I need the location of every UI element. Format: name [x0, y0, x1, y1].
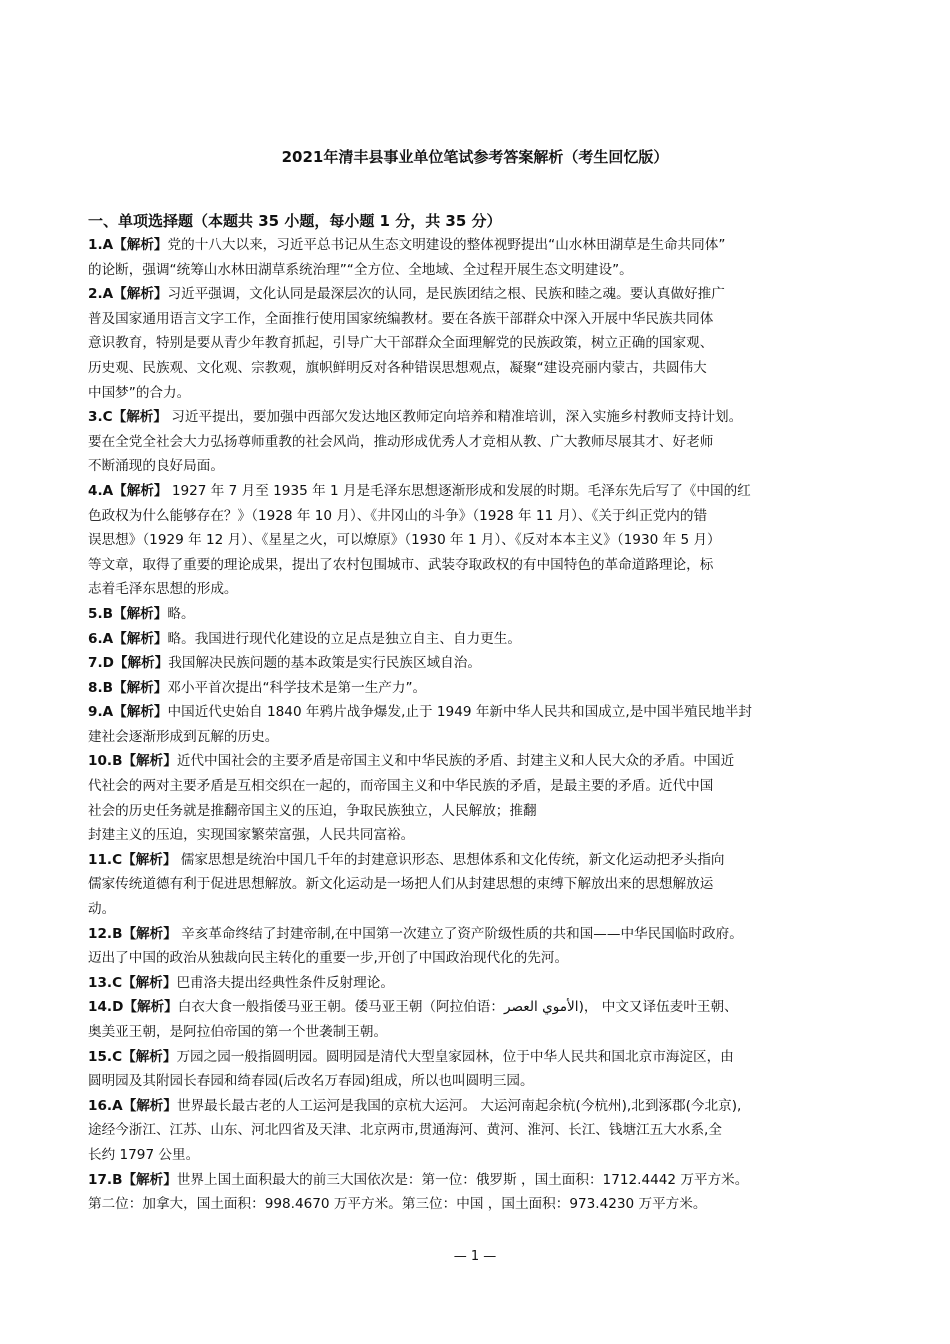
- answer-line: [88, 282, 866, 307]
- answer-line: [88, 823, 866, 848]
- analysis-tag: 【解析】: [123, 999, 178, 1016]
- answer-text: 略。我国进行现代化建设的立足点是独立自主、自力更生。: [167, 630, 521, 647]
- answer-text: 儒家传统道德有利于促进思想解放。新文化运动是一场把人们从封建思想的束缚下解放出来的思想解放运: [88, 876, 714, 893]
- answer-text: 封建主义的压迫，实现国家繁荣富强，人民共同富裕。: [88, 827, 415, 844]
- answer-text: 社会的历史任务就是推翻帝国主义的压迫，争取民族独立，人民解放；推翻: [88, 802, 537, 819]
- answer-text: 志着毛泽东思想的形成。: [88, 581, 238, 598]
- answer-number: 7.D: [88, 655, 114, 672]
- analysis-tag: 【解析】: [122, 1097, 177, 1114]
- answer-item: [88, 995, 866, 1044]
- answer-text: 等文章，取得了重要的理论成果，提出了农村包围城市、武装夺取政权的有中国特色的革命道路理论，标: [88, 556, 714, 573]
- analysis-tag: 【解析】: [122, 925, 177, 942]
- analysis-tag: 【解析】: [122, 753, 177, 770]
- answer-number: 1.A: [88, 237, 114, 253]
- answer-number: 3.C: [88, 409, 113, 426]
- answer-text: 误思想》（1929 年 12 月）、《星星之火，可以燎原》（1930 年 1 月）、《反对本本主义》（1930 年 5 月）: [88, 532, 721, 549]
- answer-line: [88, 1094, 866, 1119]
- answer-line: [88, 872, 866, 897]
- analysis-tag: 【解析】: [112, 605, 168, 622]
- answer-line: [88, 479, 866, 504]
- answer-line: [88, 799, 866, 824]
- analysis-tag: 【解析】: [122, 851, 177, 868]
- answer-text: 邓小平首次提出“科学技术是第一生产力”。: [167, 679, 427, 696]
- answer-text: 习近平强调，文化认同是最深层次的认同，是民族团结之根、民族和睦之魂。要认真做好推广: [167, 286, 725, 303]
- answer-line: [88, 651, 866, 676]
- answer-line: [88, 454, 866, 479]
- analysis-tag: 【解析】: [113, 655, 169, 672]
- answer-item: [88, 1094, 866, 1168]
- answer-text: 中国近代史始自 1840 年鸦片战争爆发,止于 1949 年新中华人民共和国成立,是中国半殖民地半封: [167, 704, 753, 721]
- answer-text: 代社会的两对主要矛盾是互相交织在一起的，而帝国主义和中华民族的矛盾，是最主要的矛盾。近代中国: [88, 778, 714, 795]
- answer-number: 14.D: [88, 999, 124, 1016]
- answer-line: [88, 381, 866, 406]
- analysis-tag: 【解析】: [113, 237, 168, 253]
- answer-text: 万园之园一般指圆明园。圆明园是清代大型皇家园林，位于中华人民共和国北京市海淀区，由: [176, 1048, 734, 1065]
- answer-line: [88, 1143, 866, 1168]
- answer-line: [88, 331, 866, 356]
- answer-line: [88, 602, 866, 627]
- answer-item: [88, 282, 866, 405]
- answer-line: [88, 676, 866, 701]
- answer-number: 17.B: [88, 1171, 123, 1188]
- answer-item: [88, 651, 866, 676]
- answer-item: [88, 602, 866, 627]
- answer-text: 的论断，强调“统筹山水林田湖草系统治理”“全方位、全地域、全过程开展生态文明建设”。: [88, 261, 633, 278]
- answer-item: [88, 627, 866, 652]
- answer-item: [88, 971, 866, 996]
- answer-text: 普及国家通用语言文字工作，全面推行使用国家统编教材。要在各族干部群众中深入开展中华民族共同体: [88, 310, 714, 327]
- analysis-tag: 【解析】: [112, 679, 168, 696]
- answer-text: 圆明园及其附园长春园和绮春园(后改名万春园)组成，所以也叫圆明三园。: [88, 1073, 534, 1090]
- answer-line: [88, 1118, 866, 1143]
- answer-line: [88, 356, 866, 381]
- answer-text: 巴甫洛夫提出经典性条件反射理论。: [176, 974, 394, 991]
- answer-text: 意识教育，特别是要从青少年教育抓起，引导广大干部群众全面理解党的民族政策，树立正确的国家观、: [88, 335, 714, 352]
- answer-number: 6.A: [88, 630, 114, 647]
- answer-line: [88, 528, 866, 553]
- answer-line: [88, 774, 866, 799]
- answer-text: 中国梦”的合力。: [88, 384, 191, 401]
- answer-item: [88, 1168, 866, 1217]
- answer-line: [88, 553, 866, 578]
- answer-text: 我国解决民族问题的基本政策是实行民族区域自治。: [168, 655, 481, 672]
- answer-item: [88, 405, 866, 479]
- analysis-tag: 【解析】: [113, 286, 168, 303]
- answer-line: [88, 1020, 866, 1045]
- answer-line: [88, 504, 866, 529]
- answer-text: 色政权为什么能够存在？》（1928 年 10 月）、《井冈山的斗争》（1928 年 11 月）、《关于纠正党内的错: [88, 507, 708, 524]
- answer-line: [88, 995, 866, 1020]
- answer-number: 12.B: [88, 925, 123, 942]
- answer-number: 10.B: [88, 753, 123, 770]
- answer-text: 辛亥革命终结了封建帝制,在中国第一次建立了资产阶级性质的共和国——中华民国临时政府。: [176, 925, 743, 942]
- analysis-tag: 【解析】: [122, 1171, 177, 1188]
- answer-item: [88, 848, 866, 922]
- answer-item: [88, 233, 866, 282]
- answer-line: [88, 627, 866, 652]
- answer-line: [88, 1192, 866, 1217]
- answer-line: [88, 577, 866, 602]
- analysis-tag: 【解析】: [113, 704, 168, 721]
- answer-text: 不断涌现的良好局面。: [88, 458, 224, 475]
- answer-text: 途经今浙江、江苏、山东、河北四省及天津、北京两市,贯通海河、黄河、淮河、长江、钱塘江五大水系,全: [88, 1122, 722, 1139]
- page-number: — 1 —: [453, 1249, 497, 1264]
- answer-item: [88, 922, 866, 971]
- answer-text: 动。: [88, 901, 116, 918]
- analysis-tag: 【解析】: [122, 974, 177, 991]
- answer-text: 党的十八大以来，习近平总书记从生态文明建设的整体视野提出“山水林田湖草是生命共同体”: [167, 237, 726, 253]
- answer-line: [88, 233, 866, 258]
- answer-number: 11.C: [88, 851, 123, 868]
- answer-text: 第二位：加拿大，国土面积：998.4670 万平方米。第三位：中国 ，国土面积：973.4230 万平方米。: [88, 1196, 707, 1213]
- answer-text: 儒家思想是统治中国几千年的封建意识形态、思想体系和文化传统，新文化运动把矛头指向: [176, 851, 725, 868]
- answer-number: 4.A: [88, 482, 114, 499]
- answer-number: 2.A: [88, 286, 114, 303]
- answer-number: 9.A: [88, 704, 114, 721]
- answer-line: [88, 1069, 866, 1094]
- answer-line: [88, 971, 866, 996]
- answer-text: 要在全党全社会大力弘扬尊师重教的社会风尚，推动形成优秀人才竞相从教、广大教师尽展其才、好老师: [88, 433, 714, 450]
- answer-text: 1927 年 7 月至 1935 年 1 月是毛泽东思想逐渐形成和发展的时期。毛泽东先后写了《中国的红: [167, 482, 751, 499]
- answer-line: [88, 1045, 866, 1070]
- analysis-tag: 【解析】: [113, 630, 168, 647]
- answer-list: [88, 233, 866, 1217]
- answer-line: [88, 1168, 866, 1193]
- answer-text: 历史观、民族观、文化观、宗教观，旗帜鲜明反对各种错误思想观点，凝聚“建设亮丽内蒙古，共圆伟大: [88, 359, 707, 376]
- answer-line: [88, 430, 866, 455]
- answer-item: [88, 479, 866, 602]
- answer-text: 白衣大食一般指倭马亚王朝。倭马亚王朝（阿拉伯语：الأموي العصر)， 中文又译伍麦叶王朝、: [177, 999, 738, 1016]
- answer-item: [88, 676, 866, 701]
- answer-text: 建社会逐渐形成到瓦解的历史。: [88, 728, 279, 745]
- answer-line: [88, 848, 866, 873]
- answer-text: 习近平提出，要加强中西部欠发达地区教师定向培养和精准培训，深入实施乡村教师支持计划。: [166, 409, 743, 426]
- answer-line: [88, 749, 866, 774]
- answer-number: 5.B: [88, 605, 113, 622]
- answer-item: [88, 749, 866, 847]
- answer-line: [88, 922, 866, 947]
- answer-number: 16.A: [88, 1097, 123, 1114]
- answer-text: 长约 1797 公里。: [88, 1146, 200, 1163]
- analysis-tag: 【解析】: [113, 482, 168, 499]
- answer-line: [88, 946, 866, 971]
- answer-number: 15.C: [88, 1048, 123, 1065]
- answer-line: [88, 725, 866, 750]
- answer-text: 近代中国社会的主要矛盾是帝国主义和中华民族的矛盾、封建主义和人民大众的矛盾。中国近: [176, 753, 735, 770]
- answer-number: 8.B: [88, 679, 113, 696]
- answer-text: 奥美亚王朝，是阿拉伯帝国的第一个世袭制王朝。: [88, 1024, 388, 1040]
- answer-text: 世界最长最古老的人工运河是我国的京杭大运河。 大运河南起余杭(今杭州),北到涿郡(今北京),: [176, 1097, 742, 1114]
- answer-text: 略。: [167, 605, 195, 622]
- analysis-tag: 【解析】: [122, 1048, 177, 1065]
- answer-text: 世界上国土面积最大的前三大国依次是：第一位：俄罗斯 ，国土面积：1712.4442 万平方米。: [176, 1171, 749, 1188]
- answer-line: [88, 700, 866, 725]
- answer-line: [88, 258, 866, 283]
- document-title: 2021年清丰县事业单位笔试参考答案解析（考生回忆版）: [281, 148, 669, 166]
- answer-line: [88, 405, 866, 430]
- section-title: 一、单项选择题（本题共 35 小题，每小题 1 分，共 35 分）: [88, 212, 502, 230]
- answer-line: [88, 307, 866, 332]
- answer-text: 迈出了中国的政治从独裁向民主转化的重要一步,开创了中国政治现代化的先河。: [88, 950, 569, 967]
- answer-number: 13.C: [88, 974, 123, 991]
- answer-line: [88, 897, 866, 922]
- analysis-tag: 【解析】: [112, 409, 167, 426]
- answer-item: [88, 700, 866, 749]
- answer-item: [88, 1045, 866, 1094]
